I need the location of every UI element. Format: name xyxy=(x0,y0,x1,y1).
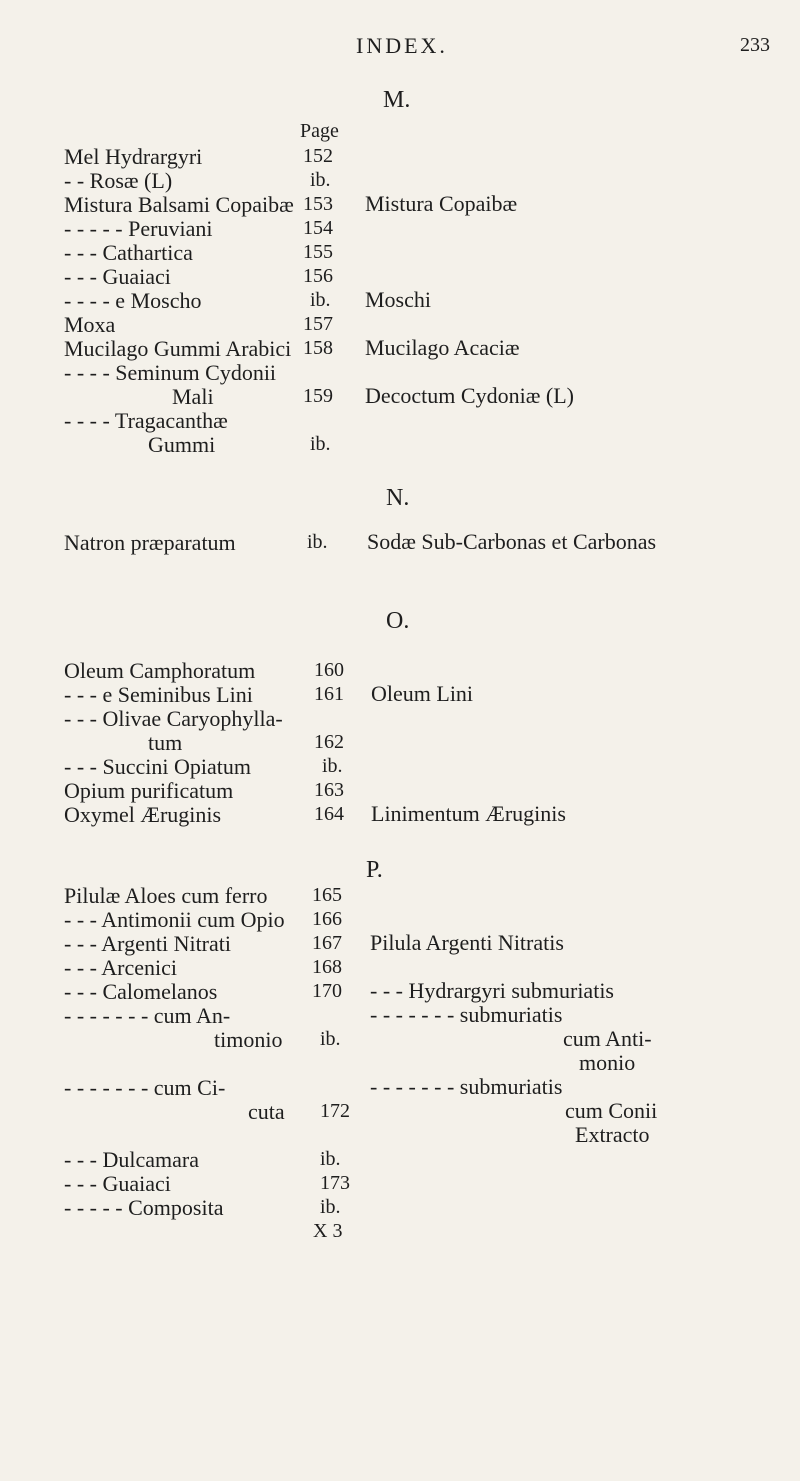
entry-equivalent: Mucilago Acaciæ xyxy=(365,335,520,360)
entry-name: - - - Argenti Nitrati xyxy=(64,931,231,956)
entry-page: ib. xyxy=(310,289,331,311)
entry-equivalent: Extracto xyxy=(575,1122,650,1147)
entry-page: 157 xyxy=(303,313,333,335)
entry-name: - - - Guaiaci xyxy=(64,1171,171,1196)
entry-name: - - - Dulcamara xyxy=(64,1147,199,1172)
entry-name: Mistura Balsami Copaibæ xyxy=(64,192,294,217)
entry-name: Gummi xyxy=(148,432,216,457)
entry-name: tum xyxy=(148,730,183,755)
entry-name: Oxymel Æruginis xyxy=(64,802,222,827)
entry-page: ib. xyxy=(320,1148,341,1170)
section-letter-n: N. xyxy=(386,485,410,511)
entry-page: ib. xyxy=(320,1196,341,1218)
entry-name: - - - e Seminibus Lini xyxy=(64,682,253,707)
entry-equivalent: Oleum Lini xyxy=(371,681,474,706)
entry-page: 165 xyxy=(312,884,342,906)
section-letter-p: P. xyxy=(366,857,383,883)
entry-equivalent: Decoctum Cydoniæ (L) xyxy=(365,383,574,408)
entry-equivalent: Mistura Copaibæ xyxy=(365,191,518,216)
entry-page: 153 xyxy=(303,193,333,215)
entry-page: 162 xyxy=(314,731,344,753)
entry-equivalent: Pilula Argenti Nitratis xyxy=(370,930,564,955)
entry-page: 168 xyxy=(312,956,342,978)
entry-page: ib. xyxy=(322,755,343,777)
section-letter-o: O. xyxy=(386,608,410,634)
entry-name: - - - Succini Opiatum xyxy=(64,754,251,779)
entry-page: ib. xyxy=(310,433,331,455)
entry-name: Pilulæ Aloes cum ferro xyxy=(64,883,268,908)
entry-page: 152 xyxy=(303,145,333,167)
entry-name: - - - - - Peruviani xyxy=(64,216,213,241)
entry-page: 159 xyxy=(303,385,333,407)
entry-name: Mali xyxy=(172,384,214,409)
entry-name: Oleum Camphoratum xyxy=(64,658,256,683)
entry-name: - - - Antimonii cum Opio xyxy=(64,907,285,932)
entry-equivalent: Moschi xyxy=(365,287,431,312)
entry-name: - - - - - - - cum An- xyxy=(64,1003,231,1028)
entry-name: Opium purificatum xyxy=(64,778,234,803)
entry-equivalent: monio xyxy=(579,1050,636,1075)
entry-name: - - - - Tragacanthæ xyxy=(64,408,228,433)
entry-name: - - - - - - - cum Ci- xyxy=(64,1075,226,1100)
entry-page: 155 xyxy=(303,241,333,263)
entry-page: 172 xyxy=(320,1100,350,1122)
running-title: INDEX. xyxy=(356,33,448,58)
entry-page: 160 xyxy=(314,659,344,681)
entry-name: - - - - Seminum Cydonii xyxy=(64,360,277,385)
entry-page: 170 xyxy=(312,980,342,1002)
entry-name: - - - Guaiaci xyxy=(64,264,171,289)
entry-page: 154 xyxy=(303,217,333,239)
entry-page: 166 xyxy=(312,908,342,930)
signature-mark: X 3 xyxy=(313,1220,343,1242)
entry-name: - - - Olivae Caryophylla- xyxy=(64,706,283,731)
entry-page: ib. xyxy=(310,169,331,191)
entry-equivalent: - - - - - - - submuriatis xyxy=(370,1002,563,1027)
page-number: 233 xyxy=(740,34,770,56)
entry-equivalent: - - - Hydrargyri submuriatis xyxy=(370,978,614,1003)
entry-name: - - - - - Composita xyxy=(64,1195,224,1220)
entry-equivalent: cum Conii xyxy=(565,1098,658,1123)
entry-equivalent: cum Anti- xyxy=(563,1026,652,1051)
entry-page: 161 xyxy=(314,683,344,705)
entry-page: 163 xyxy=(314,779,344,801)
entry-name: - - Rosæ (L) xyxy=(64,168,173,193)
entry-equivalent: Linimentum Æruginis xyxy=(371,801,566,826)
entry-name: Moxa xyxy=(64,312,116,337)
entry-page: 156 xyxy=(303,265,333,287)
entry-page: ib. xyxy=(320,1028,341,1050)
entry-name: Mel Hydrargyri xyxy=(64,144,203,169)
entry-name: - - - - e Moscho xyxy=(64,288,202,313)
entry-page: 167 xyxy=(312,932,342,954)
entry-equivalent: Sodæ Sub-Carbonas et Carbonas xyxy=(367,529,657,554)
entry-page: ib. xyxy=(307,531,328,553)
entry-page: 158 xyxy=(303,337,333,359)
entry-name: cuta xyxy=(248,1099,285,1124)
entry-name: timonio xyxy=(214,1027,283,1052)
entry-name: Natron præparatum xyxy=(64,530,236,555)
page-column-label: Page xyxy=(300,120,339,142)
entry-name: - - - Cathartica xyxy=(64,240,193,265)
entry-name: Mucilago Gummi Arabici xyxy=(64,336,292,361)
entry-name: - - - Arcenici xyxy=(64,955,177,980)
entry-page: 164 xyxy=(314,803,344,825)
entry-name: - - - Calomelanos xyxy=(64,979,218,1004)
entry-page: 173 xyxy=(320,1172,350,1194)
entry-equivalent: - - - - - - - submuriatis xyxy=(370,1074,563,1099)
section-letter-m: M. xyxy=(383,87,411,113)
